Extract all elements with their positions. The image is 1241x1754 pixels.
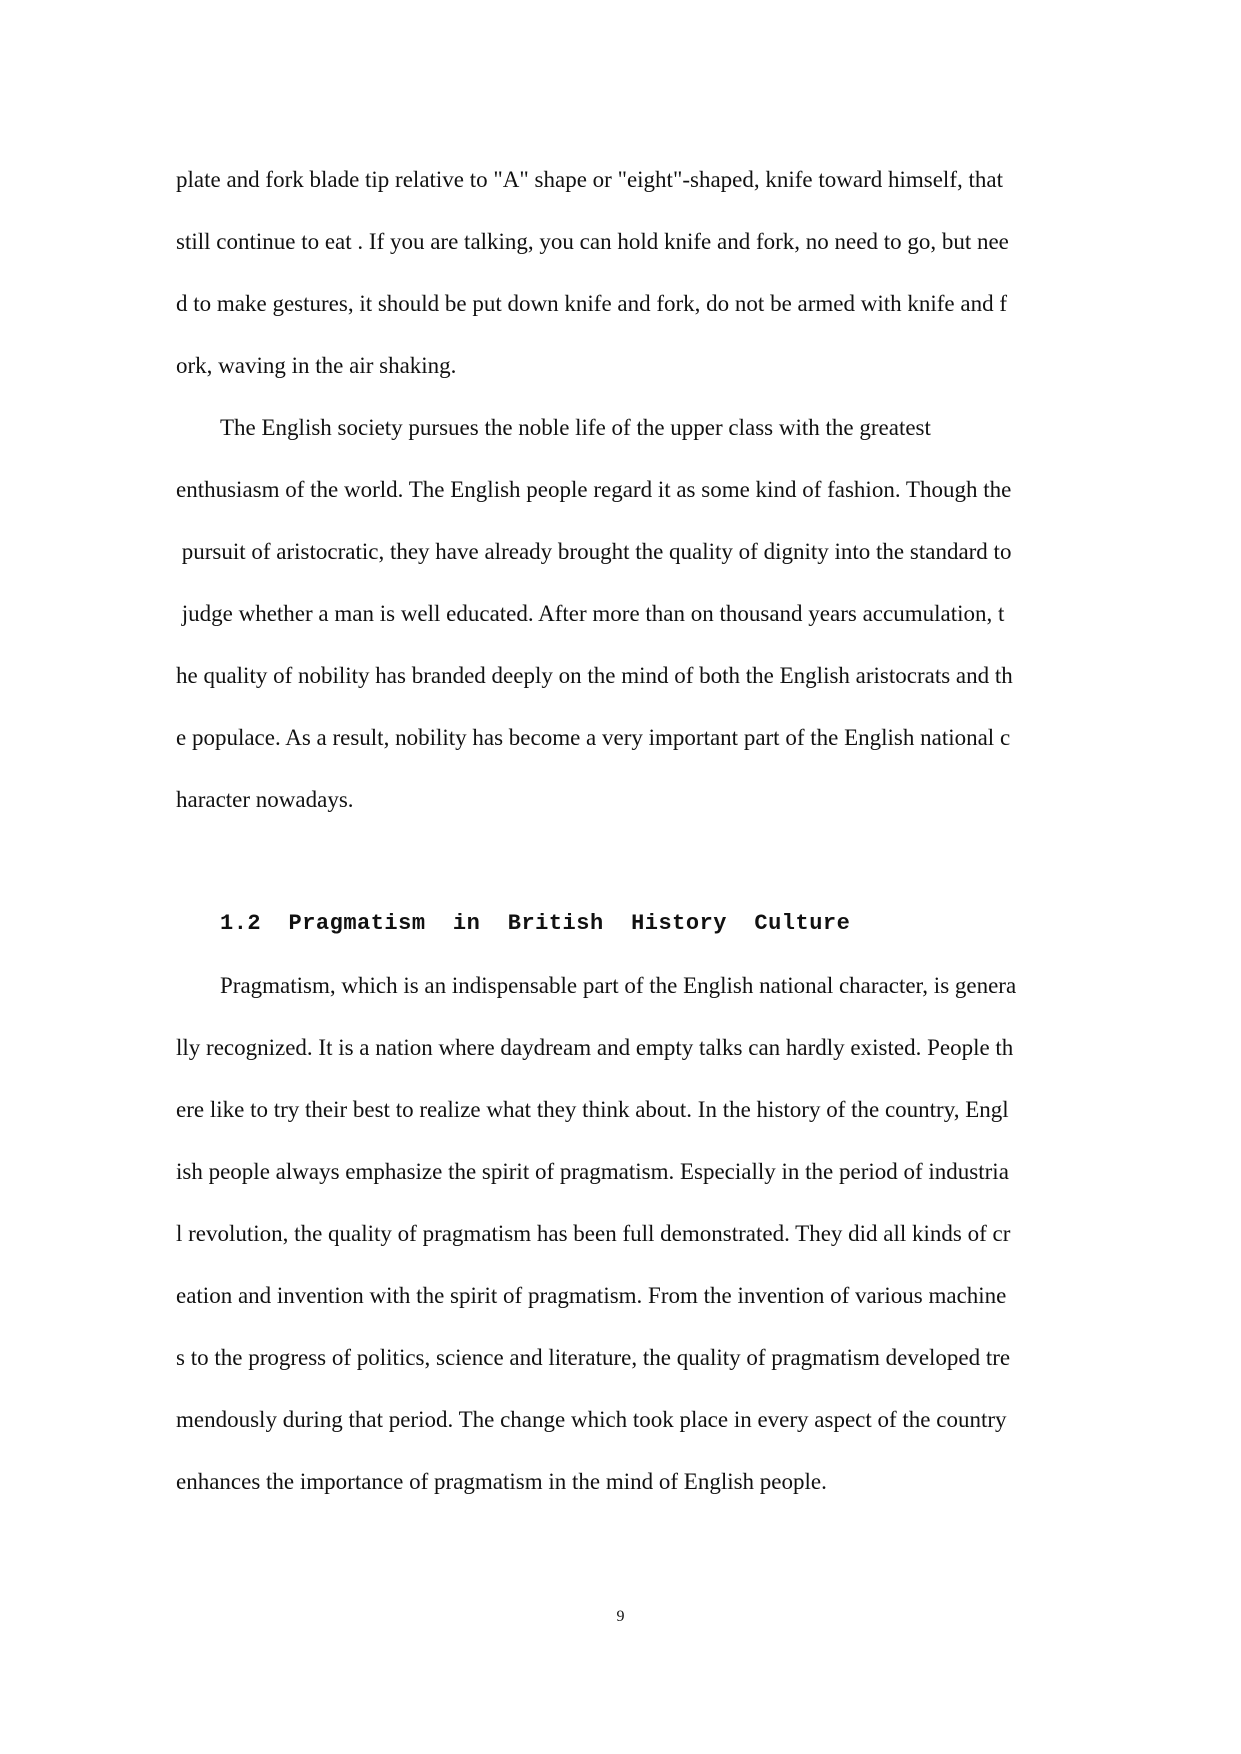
text-line: mendously during that period. The change which took place in every aspect of the country — [176, 1407, 1007, 1432]
text-line: haracter nowadays. — [176, 787, 354, 812]
section-heading: 1.2 Pragmatism in British History Culture — [220, 911, 851, 936]
text-line: enthusiasm of the world. The English people regard it as some kind of fashion. Though the — [176, 477, 1012, 502]
page-number: 9 — [616, 1608, 625, 1625]
text-line: judge whether a man is well educated. After more than on thousand years accumulation, t — [176, 601, 1005, 626]
text-line: still continue to eat . If you are talking, you can hold knife and fork, no need to go, but nee — [176, 229, 1009, 254]
text-line: Pragmatism, which is an indispensable part of the English national character, is genera — [220, 973, 1017, 998]
text-line: he quality of nobility has branded deeply on the mind of both the English aristocrats and th — [176, 663, 1013, 688]
text-line: lly recognized. It is a nation where daydream and empty talks can hardly existed. People th — [176, 1035, 1014, 1060]
text-line: pursuit of aristocratic, they have already brought the quality of dignity into the standard to — [176, 539, 1012, 564]
text-line: The English society pursues the noble life of the upper class with the greatest — [220, 415, 931, 440]
text-line: ere like to try their best to realize what they think about. In the history of the country, Engl — [176, 1097, 1009, 1122]
text-line: enhances the importance of pragmatism in the mind of English people. — [176, 1469, 827, 1494]
text-line: ish people always emphasize the spirit of pragmatism. Especially in the period of industria — [176, 1159, 1009, 1184]
text-line: plate and fork blade tip relative to "A" shape or "eight"-shaped, knife toward himself, that — [176, 167, 1003, 192]
text-line: eation and invention with the spirit of pragmatism. From the invention of various machine — [176, 1283, 1007, 1308]
text-line: d to make gestures, it should be put down knife and fork, do not be armed with knife and f — [176, 291, 1008, 316]
text-line: ork, waving in the air shaking. — [176, 353, 457, 378]
text-line: l revolution, the quality of pragmatism has been full demonstrated. They did all kinds of cr — [176, 1221, 1011, 1246]
text-line: s to the progress of politics, science and literature, the quality of pragmatism developed tre — [176, 1345, 1011, 1370]
text-line: e populace. As a result, nobility has become a very important part of the English national c — [176, 725, 1011, 750]
